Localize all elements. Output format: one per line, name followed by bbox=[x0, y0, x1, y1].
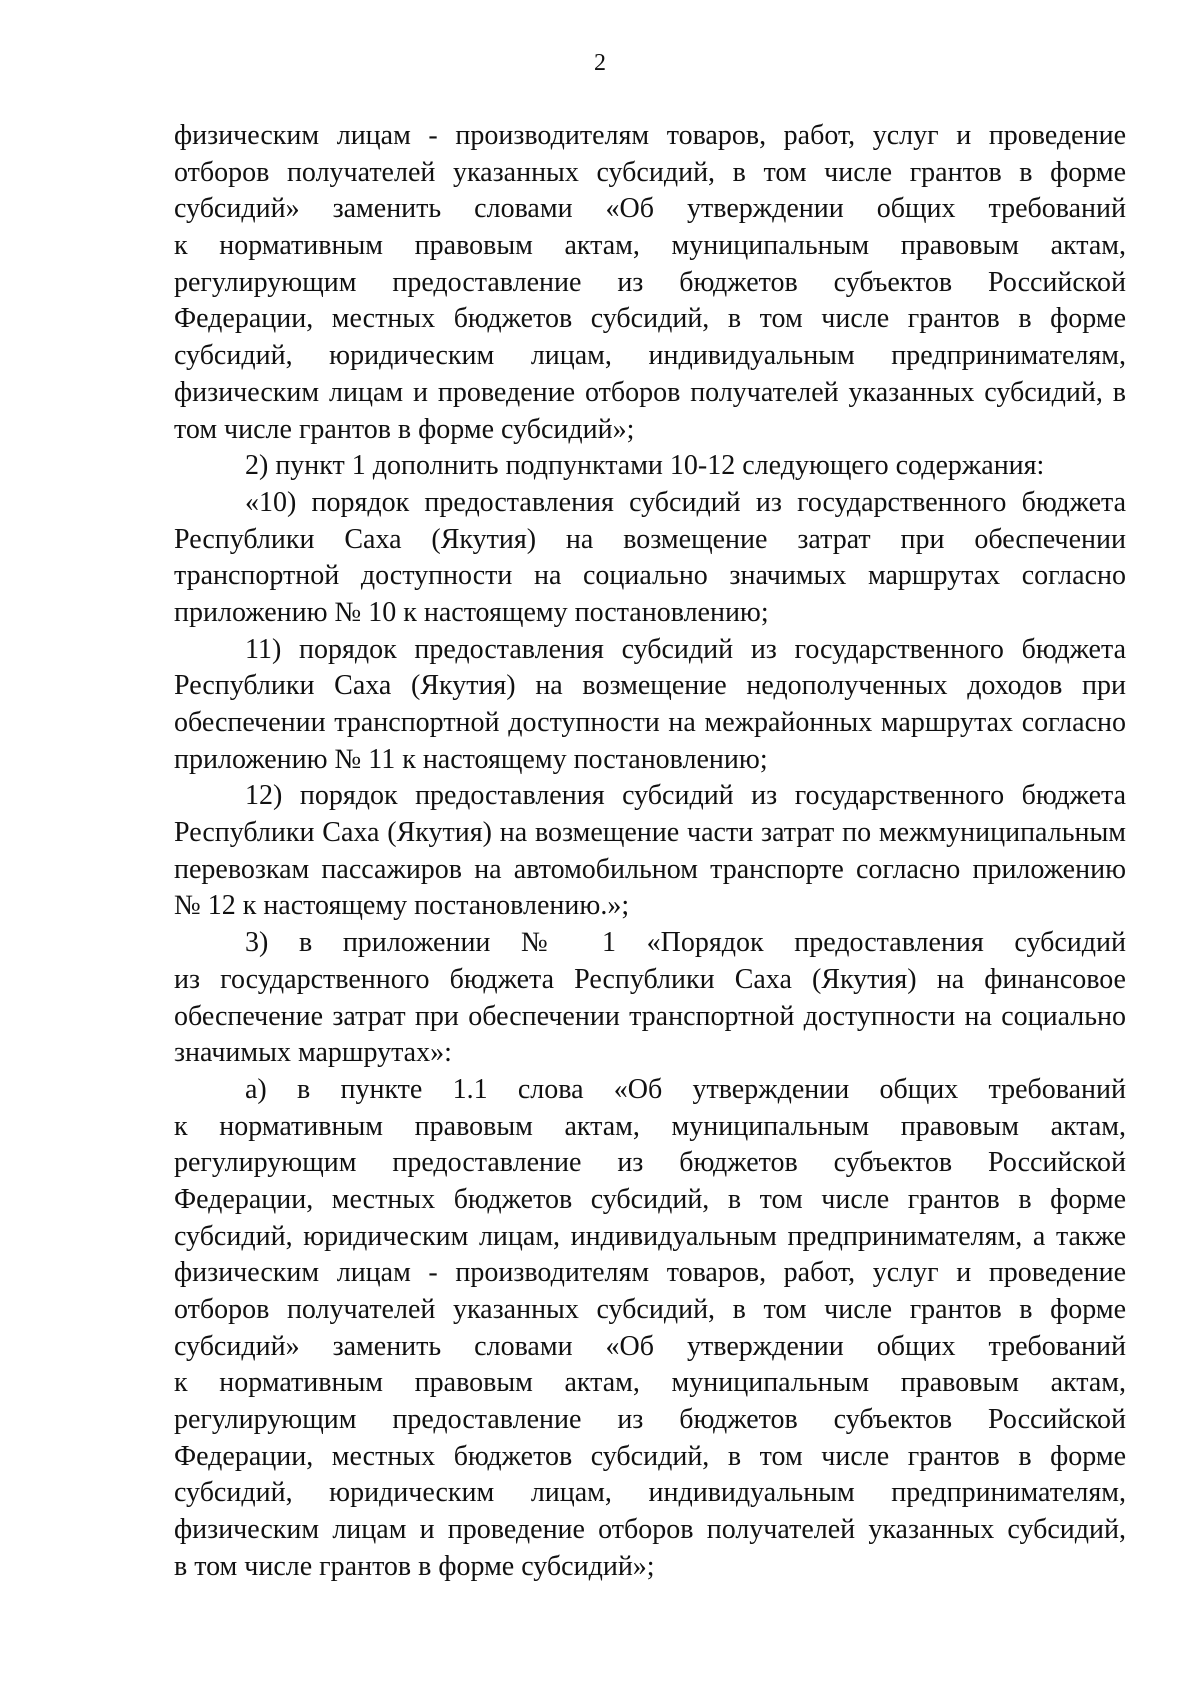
text-line: приложению № 10 к настоящему постановлению; bbox=[174, 596, 769, 628]
text-line: «10) порядок предоставления субсидий из государственного бюджета bbox=[245, 486, 1126, 518]
text-line: транспортной доступности на социально значимых маршрутах согласно bbox=[174, 560, 1126, 592]
text-line: из государственного бюджета Республики Саха (Якутия) на финансовое bbox=[174, 963, 1126, 995]
text-line: Республики Саха (Якутия) на возмещение недополученных доходов при bbox=[174, 670, 1126, 702]
text-line: Республики Саха (Якутия) на возмещение части затрат по межмуниципальным bbox=[174, 817, 1126, 849]
text-line: Федерации, местных бюджетов субсидий, в том числе грантов в форме bbox=[174, 303, 1126, 335]
text-line: Республики Саха (Якутия) на возмещение затрат при обеспечении bbox=[174, 523, 1126, 555]
text-line: обеспечении транспортной доступности на межрайонных маршрутах согласно bbox=[174, 707, 1126, 738]
text-line: № 12 к настоящему постановлению.»; bbox=[174, 890, 630, 922]
page-number: 2 bbox=[594, 50, 606, 76]
text-line: 3) в приложении № 1 «Порядок предоставления субсидий bbox=[245, 927, 1126, 959]
document-body bbox=[174, 118, 1126, 1586]
text-line: 12) порядок предоставления субсидий из государственного бюджета bbox=[245, 780, 1126, 812]
text-line: к нормативным правовым актам, муниципальным правовым актам, bbox=[174, 1367, 1126, 1399]
text-line: физическим лицам - производителям товаров, работ, услуг и проведение bbox=[174, 1257, 1126, 1289]
text-line: перевозкам пассажиров на автомобильном транспорте согласно приложению bbox=[174, 853, 1126, 885]
text-line: регулирующим предоставление из бюджетов субъектов Российской bbox=[174, 1404, 1126, 1436]
text-line: обеспечение затрат при обеспечении транспортной доступности на социально bbox=[174, 1000, 1126, 1032]
text-line: субсидий, юридическим лицам, индивидуальным предпринимателям, bbox=[174, 340, 1126, 372]
text-line: 11) порядок предоставления субсидий из государственного бюджета bbox=[245, 633, 1126, 665]
text-line: 2) пункт 1 дополнить подпунктами 10-12 следующего содержания: bbox=[245, 450, 1045, 482]
text-line: Федерации, местных бюджетов субсидий, в том числе грантов в форме bbox=[174, 1440, 1126, 1472]
text-line: в том числе грантов в форме субсидий»; bbox=[174, 1550, 655, 1582]
text-line: а) в пункте 1.1 слова «Об утверждении общих требований bbox=[245, 1073, 1126, 1105]
text-line: регулирующим предоставление из бюджетов субъектов Российской bbox=[174, 1147, 1126, 1179]
text-line: физическим лицам и проведение отборов получателей указанных субсидий, bbox=[174, 1514, 1126, 1546]
text-line: Федерации, местных бюджетов субсидий, в том числе грантов в форме bbox=[174, 1183, 1126, 1215]
text-line: субсидий, юридическим лицам, индивидуальным предпринимателям, bbox=[174, 1477, 1126, 1509]
text-line: отборов получателей указанных субсидий, в том числе грантов в форме bbox=[174, 1294, 1126, 1325]
text-line: к нормативным правовым актам, муниципальным правовым актам, bbox=[174, 230, 1126, 262]
text-line: субсидий» заменить словами «Об утверждении общих требований bbox=[174, 193, 1126, 225]
text-line: регулирующим предоставление из бюджетов субъектов Российской bbox=[174, 266, 1126, 298]
text-line: значимых маршрутах»: bbox=[174, 1037, 452, 1069]
text-line: физическим лицам - производителям товаров, работ, услуг и проведение bbox=[174, 120, 1126, 151]
text-line: приложению № 11 к настоящему постановлению; bbox=[174, 743, 768, 775]
text-line: том числе грантов в форме субсидий»; bbox=[174, 413, 635, 445]
text-line: субсидий, юридическим лицам, индивидуальным предпринимателям, а также bbox=[174, 1220, 1126, 1252]
text-line: физическим лицам и проведение отборов получателей указанных субсидий, в bbox=[174, 376, 1126, 408]
text-line: к нормативным правовым актам, муниципальным правовым актам, bbox=[174, 1110, 1126, 1142]
text-line: отборов получателей указанных субсидий, в том числе грантов в форме bbox=[174, 156, 1126, 188]
text-line: субсидий» заменить словами «Об утверждении общих требований bbox=[174, 1330, 1126, 1362]
